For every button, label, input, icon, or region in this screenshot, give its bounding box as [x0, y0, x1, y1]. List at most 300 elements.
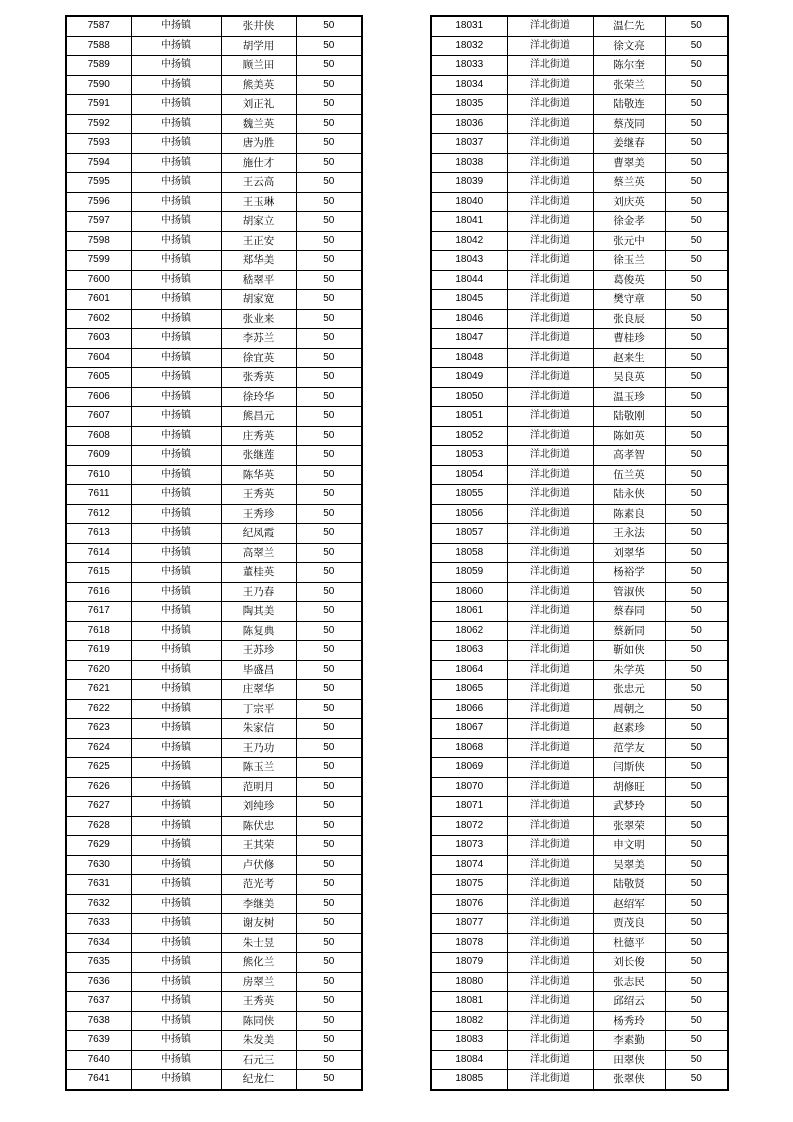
table-row — [66, 972, 362, 992]
amount-cell: 50 — [296, 192, 362, 212]
serial-number-cell: 7626 — [66, 777, 131, 797]
serial-number-cell: 18067 — [431, 719, 507, 739]
table-row — [431, 231, 728, 251]
amount-cell: 50 — [665, 329, 728, 349]
town-cell: 中扬镇 — [131, 524, 221, 544]
table-row — [431, 738, 728, 758]
amount-cell: 50 — [296, 602, 362, 622]
serial-number-cell: 18036 — [431, 114, 507, 134]
serial-number-cell: 18037 — [431, 134, 507, 154]
town-cell: 洋北街道 — [507, 368, 593, 388]
table-row — [431, 270, 728, 290]
name-cell: 张继莲 — [221, 446, 296, 466]
amount-cell: 50 — [665, 836, 728, 856]
town-cell: 洋北街道 — [507, 953, 593, 973]
name-cell: 武梦玲 — [593, 797, 665, 817]
town-cell: 洋北街道 — [507, 231, 593, 251]
table-row — [66, 992, 362, 1012]
amount-cell: 50 — [665, 1050, 728, 1070]
table-row — [431, 173, 728, 193]
amount-cell: 50 — [665, 387, 728, 407]
serial-number-cell: 7613 — [66, 524, 131, 544]
amount-cell: 50 — [665, 738, 728, 758]
table-row — [66, 426, 362, 446]
town-cell: 中扬镇 — [131, 251, 221, 271]
serial-number-cell: 7632 — [66, 894, 131, 914]
amount-cell: 50 — [296, 485, 362, 505]
name-cell: 蔡新同 — [593, 621, 665, 641]
table-row — [431, 875, 728, 895]
town-cell: 中扬镇 — [131, 836, 221, 856]
name-cell: 丁宗平 — [221, 699, 296, 719]
town-cell: 洋北街道 — [507, 270, 593, 290]
town-cell: 中扬镇 — [131, 114, 221, 134]
name-cell: 赵绍军 — [593, 894, 665, 914]
amount-cell: 50 — [665, 699, 728, 719]
name-cell: 温仁先 — [593, 16, 665, 36]
name-cell: 胡家立 — [221, 212, 296, 232]
town-cell: 洋北街道 — [507, 173, 593, 193]
town-cell: 中扬镇 — [131, 894, 221, 914]
name-cell: 徐金孝 — [593, 212, 665, 232]
town-cell: 洋北街道 — [507, 543, 593, 563]
town-cell: 洋北街道 — [507, 524, 593, 544]
town-cell: 洋北街道 — [507, 855, 593, 875]
town-cell: 中扬镇 — [131, 1011, 221, 1031]
table-row — [66, 738, 362, 758]
town-cell: 中扬镇 — [131, 1070, 221, 1090]
table-row — [66, 933, 362, 953]
serial-number-cell: 7593 — [66, 134, 131, 154]
table-row — [431, 56, 728, 76]
table-row — [66, 816, 362, 836]
serial-number-cell: 18057 — [431, 524, 507, 544]
table-row — [431, 543, 728, 563]
table-row — [66, 1050, 362, 1070]
amount-cell: 50 — [665, 953, 728, 973]
table-row — [66, 36, 362, 56]
serial-number-cell: 18038 — [431, 153, 507, 173]
name-cell: 温玉珍 — [593, 387, 665, 407]
name-cell: 王永法 — [593, 524, 665, 544]
town-cell: 洋北街道 — [507, 836, 593, 856]
town-cell: 中扬镇 — [131, 446, 221, 466]
serial-number-cell: 18065 — [431, 680, 507, 700]
town-cell: 中扬镇 — [131, 914, 221, 934]
town-cell: 中扬镇 — [131, 660, 221, 680]
town-cell: 中扬镇 — [131, 407, 221, 427]
name-cell: 张荣兰 — [593, 75, 665, 95]
amount-cell: 50 — [296, 95, 362, 115]
amount-cell: 50 — [665, 582, 728, 602]
name-cell: 陈如英 — [593, 426, 665, 446]
amount-cell: 50 — [296, 270, 362, 290]
serial-number-cell: 7620 — [66, 660, 131, 680]
town-cell: 中扬镇 — [131, 504, 221, 524]
amount-cell: 50 — [296, 114, 362, 134]
name-cell: 王玉琳 — [221, 192, 296, 212]
serial-number-cell: 7621 — [66, 680, 131, 700]
serial-number-cell: 18081 — [431, 992, 507, 1012]
serial-number-cell: 18077 — [431, 914, 507, 934]
town-cell: 洋北街道 — [507, 290, 593, 310]
town-cell: 洋北街道 — [507, 1031, 593, 1051]
town-cell: 洋北街道 — [507, 894, 593, 914]
serial-number-cell: 7610 — [66, 465, 131, 485]
town-cell: 洋北街道 — [507, 348, 593, 368]
table-row — [66, 348, 362, 368]
amount-cell: 50 — [665, 875, 728, 895]
serial-number-cell: 7614 — [66, 543, 131, 563]
amount-cell: 50 — [665, 407, 728, 427]
name-cell: 张秀英 — [221, 368, 296, 388]
serial-number-cell: 7635 — [66, 953, 131, 973]
serial-number-cell: 7605 — [66, 368, 131, 388]
name-cell: 施仕才 — [221, 153, 296, 173]
table-row — [66, 446, 362, 466]
serial-number-cell: 18072 — [431, 816, 507, 836]
table-row — [66, 875, 362, 895]
town-cell: 中扬镇 — [131, 368, 221, 388]
amount-cell: 50 — [665, 855, 728, 875]
amount-cell: 50 — [296, 719, 362, 739]
name-cell: 姜继春 — [593, 134, 665, 154]
table-row — [431, 699, 728, 719]
town-cell: 洋北街道 — [507, 816, 593, 836]
name-cell: 王秀英 — [221, 992, 296, 1012]
table-row — [431, 563, 728, 583]
amount-cell: 50 — [296, 582, 362, 602]
amount-cell: 50 — [665, 543, 728, 563]
table-row — [66, 56, 362, 76]
name-cell: 陈复典 — [221, 621, 296, 641]
town-cell: 洋北街道 — [507, 485, 593, 505]
town-cell: 中扬镇 — [131, 485, 221, 505]
amount-cell: 50 — [665, 816, 728, 836]
amount-cell: 50 — [665, 56, 728, 76]
name-cell: 张翠荣 — [593, 816, 665, 836]
amount-cell: 50 — [296, 290, 362, 310]
table-row — [431, 914, 728, 934]
table-row — [66, 465, 362, 485]
table-row — [431, 1050, 728, 1070]
town-cell: 中扬镇 — [131, 563, 221, 583]
town-cell: 中扬镇 — [131, 777, 221, 797]
table-row — [66, 719, 362, 739]
amount-cell: 50 — [665, 114, 728, 134]
table-row — [431, 992, 728, 1012]
town-cell: 中扬镇 — [131, 602, 221, 622]
town-cell: 洋北街道 — [507, 134, 593, 154]
name-cell: 刘长俊 — [593, 953, 665, 973]
town-cell: 洋北街道 — [507, 504, 593, 524]
amount-cell: 50 — [296, 465, 362, 485]
town-cell: 中扬镇 — [131, 329, 221, 349]
serial-number-cell: 7629 — [66, 836, 131, 856]
amount-cell: 50 — [296, 1070, 362, 1090]
town-cell: 洋北街道 — [507, 660, 593, 680]
amount-cell: 50 — [665, 680, 728, 700]
table-row — [431, 153, 728, 173]
amount-cell: 50 — [665, 914, 728, 934]
amount-cell: 50 — [665, 1070, 728, 1090]
name-cell: 王秀珍 — [221, 504, 296, 524]
table-row — [431, 251, 728, 271]
town-cell: 洋北街道 — [507, 758, 593, 778]
serial-number-cell: 18061 — [431, 602, 507, 622]
town-cell: 洋北街道 — [507, 446, 593, 466]
serial-number-cell: 18074 — [431, 855, 507, 875]
name-cell: 杨裕学 — [593, 563, 665, 583]
amount-cell: 50 — [665, 426, 728, 446]
serial-number-cell: 18060 — [431, 582, 507, 602]
amount-cell: 50 — [665, 992, 728, 1012]
serial-number-cell: 18066 — [431, 699, 507, 719]
serial-number-cell: 18034 — [431, 75, 507, 95]
town-cell: 中扬镇 — [131, 738, 221, 758]
amount-cell: 50 — [665, 621, 728, 641]
amount-cell: 50 — [665, 173, 728, 193]
serial-number-cell: 7641 — [66, 1070, 131, 1090]
serial-number-cell: 7617 — [66, 602, 131, 622]
amount-cell: 50 — [296, 1050, 362, 1070]
name-cell: 赵素珍 — [593, 719, 665, 739]
table-row — [66, 660, 362, 680]
amount-cell: 50 — [296, 524, 362, 544]
town-cell: 中扬镇 — [131, 582, 221, 602]
town-cell: 中扬镇 — [131, 290, 221, 310]
town-cell: 中扬镇 — [131, 816, 221, 836]
amount-cell: 50 — [665, 309, 728, 329]
name-cell: 陆敬贤 — [593, 875, 665, 895]
amount-cell: 50 — [296, 875, 362, 895]
serial-number-cell: 7609 — [66, 446, 131, 466]
serial-number-cell: 7611 — [66, 485, 131, 505]
table-row — [431, 777, 728, 797]
table-row — [66, 758, 362, 778]
name-cell: 吴翠美 — [593, 855, 665, 875]
amount-cell: 50 — [665, 270, 728, 290]
name-cell: 张业来 — [221, 309, 296, 329]
name-cell: 房翠兰 — [221, 972, 296, 992]
town-cell: 洋北街道 — [507, 407, 593, 427]
serial-number-cell: 18085 — [431, 1070, 507, 1090]
name-cell: 张志民 — [593, 972, 665, 992]
serial-number-cell: 7615 — [66, 563, 131, 583]
table-row — [66, 602, 362, 622]
table-row — [431, 972, 728, 992]
serial-number-cell: 18045 — [431, 290, 507, 310]
right-roster-body — [431, 16, 728, 1090]
name-cell: 王乃春 — [221, 582, 296, 602]
amount-cell: 50 — [296, 738, 362, 758]
table-row — [66, 114, 362, 134]
amount-cell: 50 — [665, 95, 728, 115]
town-cell: 中扬镇 — [131, 153, 221, 173]
table-row — [431, 465, 728, 485]
name-cell: 赵来生 — [593, 348, 665, 368]
amount-cell: 50 — [296, 36, 362, 56]
table-row — [431, 816, 728, 836]
amount-cell: 50 — [665, 192, 728, 212]
name-cell: 王秀英 — [221, 485, 296, 505]
name-cell: 刘正礼 — [221, 95, 296, 115]
amount-cell: 50 — [296, 621, 362, 641]
name-cell: 王云高 — [221, 173, 296, 193]
table-row — [66, 641, 362, 661]
table-row — [431, 446, 728, 466]
name-cell: 闫斯侠 — [593, 758, 665, 778]
serial-number-cell: 7591 — [66, 95, 131, 115]
serial-number-cell: 7627 — [66, 797, 131, 817]
name-cell: 杨秀玲 — [593, 1011, 665, 1031]
name-cell: 靳如侠 — [593, 641, 665, 661]
table-row — [431, 660, 728, 680]
serial-number-cell: 7603 — [66, 329, 131, 349]
amount-cell: 50 — [665, 290, 728, 310]
table-row — [431, 114, 728, 134]
town-cell: 洋北街道 — [507, 914, 593, 934]
town-cell: 中扬镇 — [131, 270, 221, 290]
town-cell: 中扬镇 — [131, 348, 221, 368]
amount-cell: 50 — [665, 134, 728, 154]
town-cell: 洋北街道 — [507, 114, 593, 134]
name-cell: 范学友 — [593, 738, 665, 758]
town-cell: 洋北街道 — [507, 1050, 593, 1070]
town-cell: 洋北街道 — [507, 1011, 593, 1031]
table-row — [66, 329, 362, 349]
serial-number-cell: 18048 — [431, 348, 507, 368]
table-row — [431, 1011, 728, 1031]
town-cell: 洋北街道 — [507, 699, 593, 719]
table-row — [431, 309, 728, 329]
serial-number-cell: 7589 — [66, 56, 131, 76]
table-row — [66, 153, 362, 173]
serial-number-cell: 18082 — [431, 1011, 507, 1031]
amount-cell: 50 — [665, 251, 728, 271]
name-cell: 王正安 — [221, 231, 296, 251]
town-cell: 中扬镇 — [131, 719, 221, 739]
table-row — [66, 1070, 362, 1090]
serial-number-cell: 7634 — [66, 933, 131, 953]
serial-number-cell: 18075 — [431, 875, 507, 895]
serial-number-cell: 7618 — [66, 621, 131, 641]
table-row — [431, 758, 728, 778]
name-cell: 陈素良 — [593, 504, 665, 524]
serial-number-cell: 7612 — [66, 504, 131, 524]
name-cell: 张井侠 — [221, 16, 296, 36]
serial-number-cell: 7623 — [66, 719, 131, 739]
serial-number-cell: 7604 — [66, 348, 131, 368]
serial-number-cell: 7596 — [66, 192, 131, 212]
name-cell: 陆永侠 — [593, 485, 665, 505]
serial-number-cell: 7631 — [66, 875, 131, 895]
town-cell: 中扬镇 — [131, 426, 221, 446]
serial-number-cell: 18046 — [431, 309, 507, 329]
amount-cell: 50 — [665, 348, 728, 368]
amount-cell: 50 — [296, 153, 362, 173]
name-cell: 高孝智 — [593, 446, 665, 466]
table-row — [431, 797, 728, 817]
serial-number-cell: 18051 — [431, 407, 507, 427]
serial-number-cell: 7636 — [66, 972, 131, 992]
name-cell: 杜德平 — [593, 933, 665, 953]
serial-number-cell: 7616 — [66, 582, 131, 602]
name-cell: 唐为胜 — [221, 134, 296, 154]
amount-cell: 50 — [665, 212, 728, 232]
serial-number-cell: 18071 — [431, 797, 507, 817]
town-cell: 洋北街道 — [507, 777, 593, 797]
name-cell: 石元三 — [221, 1050, 296, 1070]
serial-number-cell: 18064 — [431, 660, 507, 680]
serial-number-cell: 18052 — [431, 426, 507, 446]
table-row — [66, 504, 362, 524]
name-cell: 李素勤 — [593, 1031, 665, 1051]
table-row — [66, 16, 362, 36]
serial-number-cell: 18054 — [431, 465, 507, 485]
town-cell: 洋北街道 — [507, 719, 593, 739]
town-cell: 洋北街道 — [507, 16, 593, 36]
serial-number-cell: 18041 — [431, 212, 507, 232]
name-cell: 嵇翠平 — [221, 270, 296, 290]
name-cell: 陈玉兰 — [221, 758, 296, 778]
serial-number-cell: 7594 — [66, 153, 131, 173]
town-cell: 中扬镇 — [131, 621, 221, 641]
serial-number-cell: 18050 — [431, 387, 507, 407]
amount-cell: 50 — [665, 368, 728, 388]
serial-number-cell: 18059 — [431, 563, 507, 583]
serial-number-cell: 18076 — [431, 894, 507, 914]
amount-cell: 50 — [665, 1031, 728, 1051]
table-row — [66, 231, 362, 251]
table-row — [66, 485, 362, 505]
town-cell: 中扬镇 — [131, 134, 221, 154]
town-cell: 洋北街道 — [507, 992, 593, 1012]
serial-number-cell: 18033 — [431, 56, 507, 76]
table-row — [66, 797, 362, 817]
town-cell: 洋北街道 — [507, 602, 593, 622]
serial-number-cell: 7606 — [66, 387, 131, 407]
serial-number-cell: 7597 — [66, 212, 131, 232]
town-cell: 洋北街道 — [507, 621, 593, 641]
name-cell: 胡修旺 — [593, 777, 665, 797]
name-cell: 高翠兰 — [221, 543, 296, 563]
serial-number-cell: 7639 — [66, 1031, 131, 1051]
amount-cell: 50 — [665, 602, 728, 622]
name-cell: 熊美英 — [221, 75, 296, 95]
town-cell: 中扬镇 — [131, 992, 221, 1012]
serial-number-cell: 18079 — [431, 953, 507, 973]
name-cell: 李苏兰 — [221, 329, 296, 349]
table-row — [431, 95, 728, 115]
serial-number-cell: 7600 — [66, 270, 131, 290]
amount-cell: 50 — [296, 660, 362, 680]
town-cell: 中扬镇 — [131, 465, 221, 485]
table-row — [431, 933, 728, 953]
town-cell: 中扬镇 — [131, 56, 221, 76]
town-cell: 洋北街道 — [507, 212, 593, 232]
town-cell: 洋北街道 — [507, 426, 593, 446]
table-row — [431, 485, 728, 505]
table-row — [66, 543, 362, 563]
name-cell: 董桂英 — [221, 563, 296, 583]
table-row — [66, 1011, 362, 1031]
amount-cell: 50 — [296, 446, 362, 466]
amount-cell: 50 — [296, 1031, 362, 1051]
table-row — [431, 680, 728, 700]
amount-cell: 50 — [665, 1011, 728, 1031]
table-row — [66, 894, 362, 914]
